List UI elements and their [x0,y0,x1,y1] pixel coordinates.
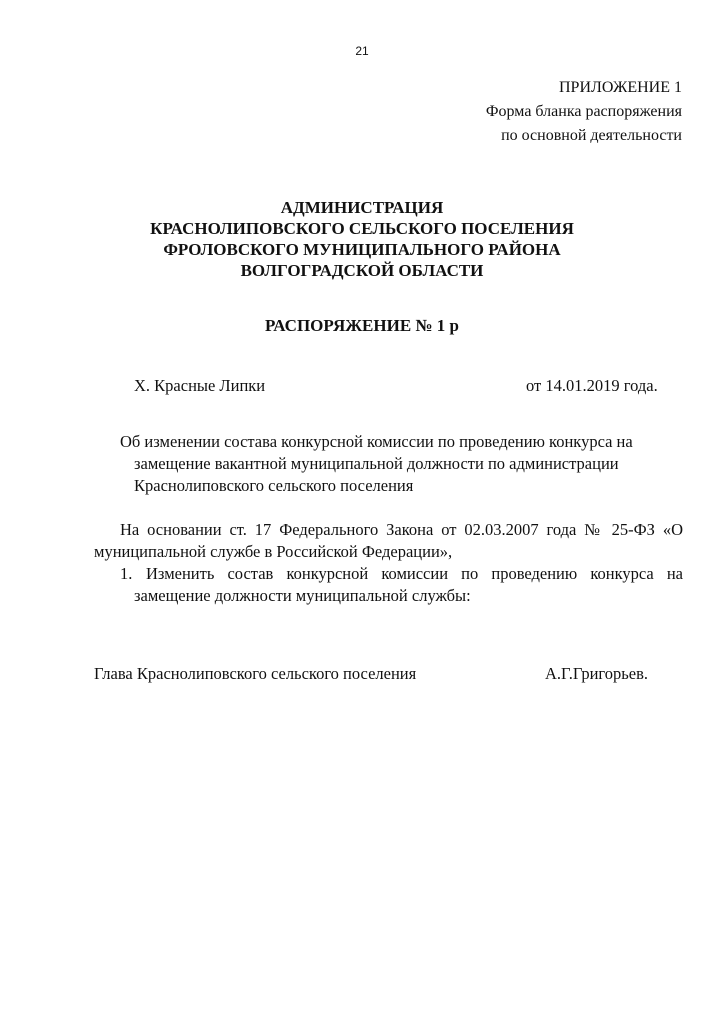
subject-line-3: Краснолиповского сельского поселения [134,476,414,495]
appendix-activity-label: по основной деятельности [501,127,682,144]
signature-position: Глава Краснолиповского сельского поселения [94,664,417,683]
header-line-administration: АДМИНИСТРАЦИЯ [280,198,444,217]
order-date: от 14.01.2019 года. [526,376,658,395]
appendix-block [486,76,682,148]
signature-name: А.Г.Григорьев. [545,664,649,683]
basis-line-1: На основании ст. 17 Федерального Закона от 02.03.2007 года № 25-ФЗ «О [120,520,683,539]
header-line-district: ФРОЛОВСКОГО МУНИЦИПАЛЬНОГО РАЙОНА [163,240,561,259]
place-name: Х. Красные Липки [134,376,266,395]
item-line-2: замещение должности муниципальной службы: [134,586,471,605]
appendix-title: ПРИЛОЖЕНИЕ 1 [558,79,682,96]
item-line-1: Изменить состав конкурсной комиссии по проведению конкурса на [146,564,683,583]
header-line-region: ВОЛГОГРАДСКОЙ ОБЛАСТИ [240,261,484,280]
header-line-settlement: КРАСНОЛИПОВСКОГО СЕЛЬСКОГО ПОСЕЛЕНИЯ [150,219,574,238]
item-number: 1. [120,564,133,583]
subject-line-1: Об изменении состава конкурсной комиссии по проведению конкурса на [120,432,633,451]
order-title: РАСПОРЯЖЕНИЕ № 1 р [265,316,459,335]
basis-line-2: муниципальной службе в Российской Федерации», [94,542,453,561]
subject-line-2: замещение вакантной муниципальной должности по администрации [134,454,619,473]
page-number: 21 [355,44,369,58]
appendix-form-label: Форма бланка распоряжения [485,103,682,120]
